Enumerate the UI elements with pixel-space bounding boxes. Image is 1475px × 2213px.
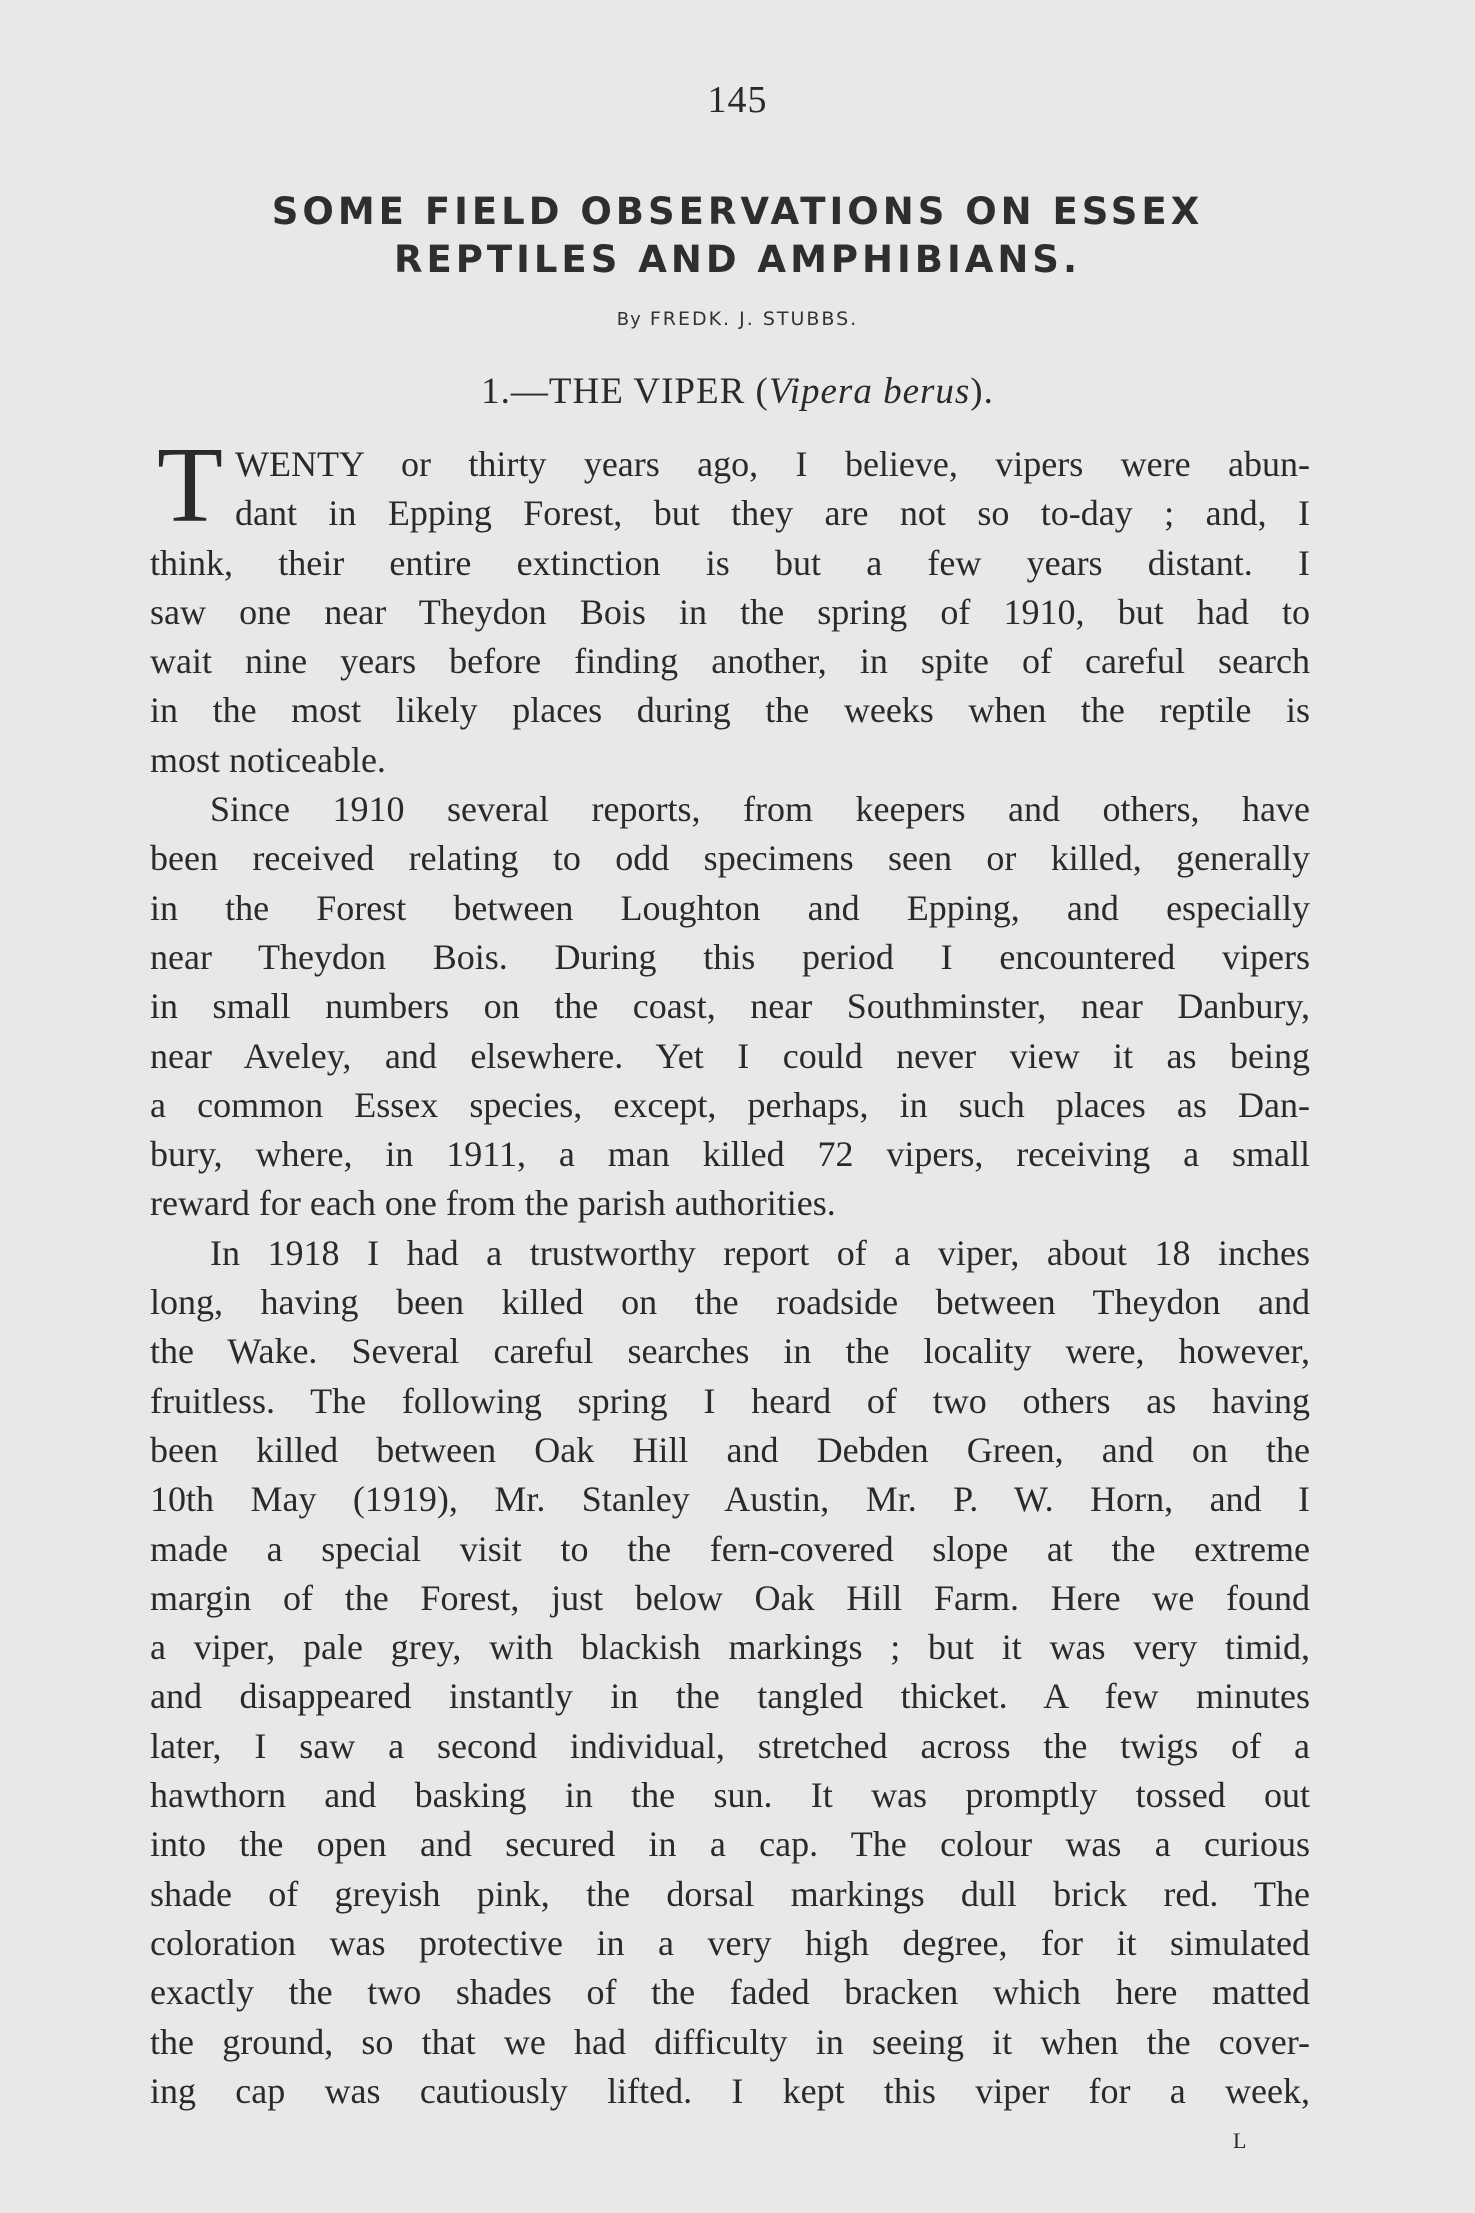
- body-line: wait nine years before finding another, in spite of careful search: [150, 641, 1310, 682]
- body-line: hawthorn and basking in the sun. It was promptly tossed out: [150, 1775, 1310, 1816]
- byline-author: FREDK. J. STUBBS.: [649, 308, 859, 330]
- body-line: exactly the two shades of the faded bracken which here matted: [150, 1972, 1310, 2013]
- body-line: made a special visit to the fern-covered slope at the extreme: [150, 1528, 1310, 1569]
- body-line: near Theydon Bois. During this period I encountered vipers: [150, 936, 1310, 977]
- article-body: [150, 440, 1310, 2116]
- signature-mark: L: [1233, 2128, 1248, 2153]
- article-title: [140, 188, 1335, 284]
- body-line: the ground, so that we had difficulty in seeing it when the cover-: [150, 2021, 1310, 2062]
- body-line: later, I saw a second individual, stretched across the twigs of a: [150, 1725, 1310, 1766]
- body-line: shade of greyish pink, the dorsal markings dull brick red. The: [150, 1873, 1310, 1914]
- body-line: dant in Epping Forest, but they are not so to-day ; and, I: [235, 493, 1310, 534]
- body-line: reward for each one from the parish authorities.: [150, 1183, 836, 1224]
- body-line: the Wake. Several careful searches in the locality were, however,: [150, 1331, 1310, 1372]
- body-line: in small numbers on the coast, near Southminster, near Danbury,: [150, 986, 1310, 1027]
- section-heading: [0, 370, 1475, 413]
- body-line: a common Essex species, except, perhaps, in such places as Dan-: [150, 1084, 1310, 1125]
- body-line: 10th May (1919), Mr. Stanley Austin, Mr. P. W. Horn, and I: [150, 1479, 1310, 1520]
- body-line: in the Forest between Loughton and Epping, and especially: [150, 887, 1310, 928]
- body-line: been killed between Oak Hill and Debden Green, and on the: [150, 1429, 1310, 1470]
- body-line: long, having been killed on the roadside between Theydon and: [150, 1282, 1310, 1323]
- body-line: fruitless. The following spring I heard of two others as having: [150, 1380, 1310, 1421]
- body-line: in the most likely places during the weeks when the reptile is: [150, 690, 1310, 731]
- body-line: a viper, pale grey, with blackish markings ; but it was very timid,: [150, 1627, 1310, 1668]
- article-title-line-1: SOME FIELD OBSERVATIONS ON ESSEX: [271, 190, 1204, 233]
- section-heading-latin-name: Vipera berus: [768, 371, 971, 412]
- body-line: near Aveley, and elsewhere. Yet I could never view it as being: [150, 1035, 1310, 1076]
- body-line: ing cap was cautiously lifted. I kept this viper for a week,: [150, 2070, 1310, 2111]
- body-line: In 1918 I had a trustworthy report of a viper, about 18 inches: [210, 1232, 1310, 1273]
- body-line: Since 1910 several reports, from keepers and others, have: [210, 789, 1310, 830]
- body-line: most noticeable.: [150, 739, 386, 780]
- byline: [0, 308, 1475, 330]
- body-line: WENTY or thirty years ago, I believe, vipers were abun-: [235, 444, 1310, 484]
- body-line: bury, where, in 1911, a man killed 72 vipers, receiving a small: [150, 1134, 1310, 1175]
- body-line: saw one near Theydon Bois in the spring of 1910, but had to: [150, 591, 1310, 632]
- body-line: margin of the Forest, just below Oak Hill Farm. Here we found: [150, 1577, 1310, 1618]
- section-heading-close: ).: [970, 371, 994, 412]
- page-number: 145: [707, 79, 768, 121]
- byline-prefix: By: [616, 309, 642, 330]
- body-line: think, their entire extinction is but a few years distant. I: [150, 542, 1310, 583]
- drop-cap: T: [157, 426, 223, 545]
- body-line: and disappeared instantly in the tangled thicket. A few minutes: [150, 1676, 1310, 1717]
- body-line: into the open and secured in a cap. The colour was a curious: [150, 1824, 1310, 1865]
- article-title-line-2: REPTILES AND AMPHIBIANS.: [393, 238, 1082, 281]
- body-line: coloration was protective in a very high degree, for it simulated: [150, 1922, 1310, 1963]
- section-heading-text: 1.—THE VIPER (: [481, 371, 769, 412]
- body-line: been received relating to odd specimens seen or killed, generally: [150, 838, 1310, 879]
